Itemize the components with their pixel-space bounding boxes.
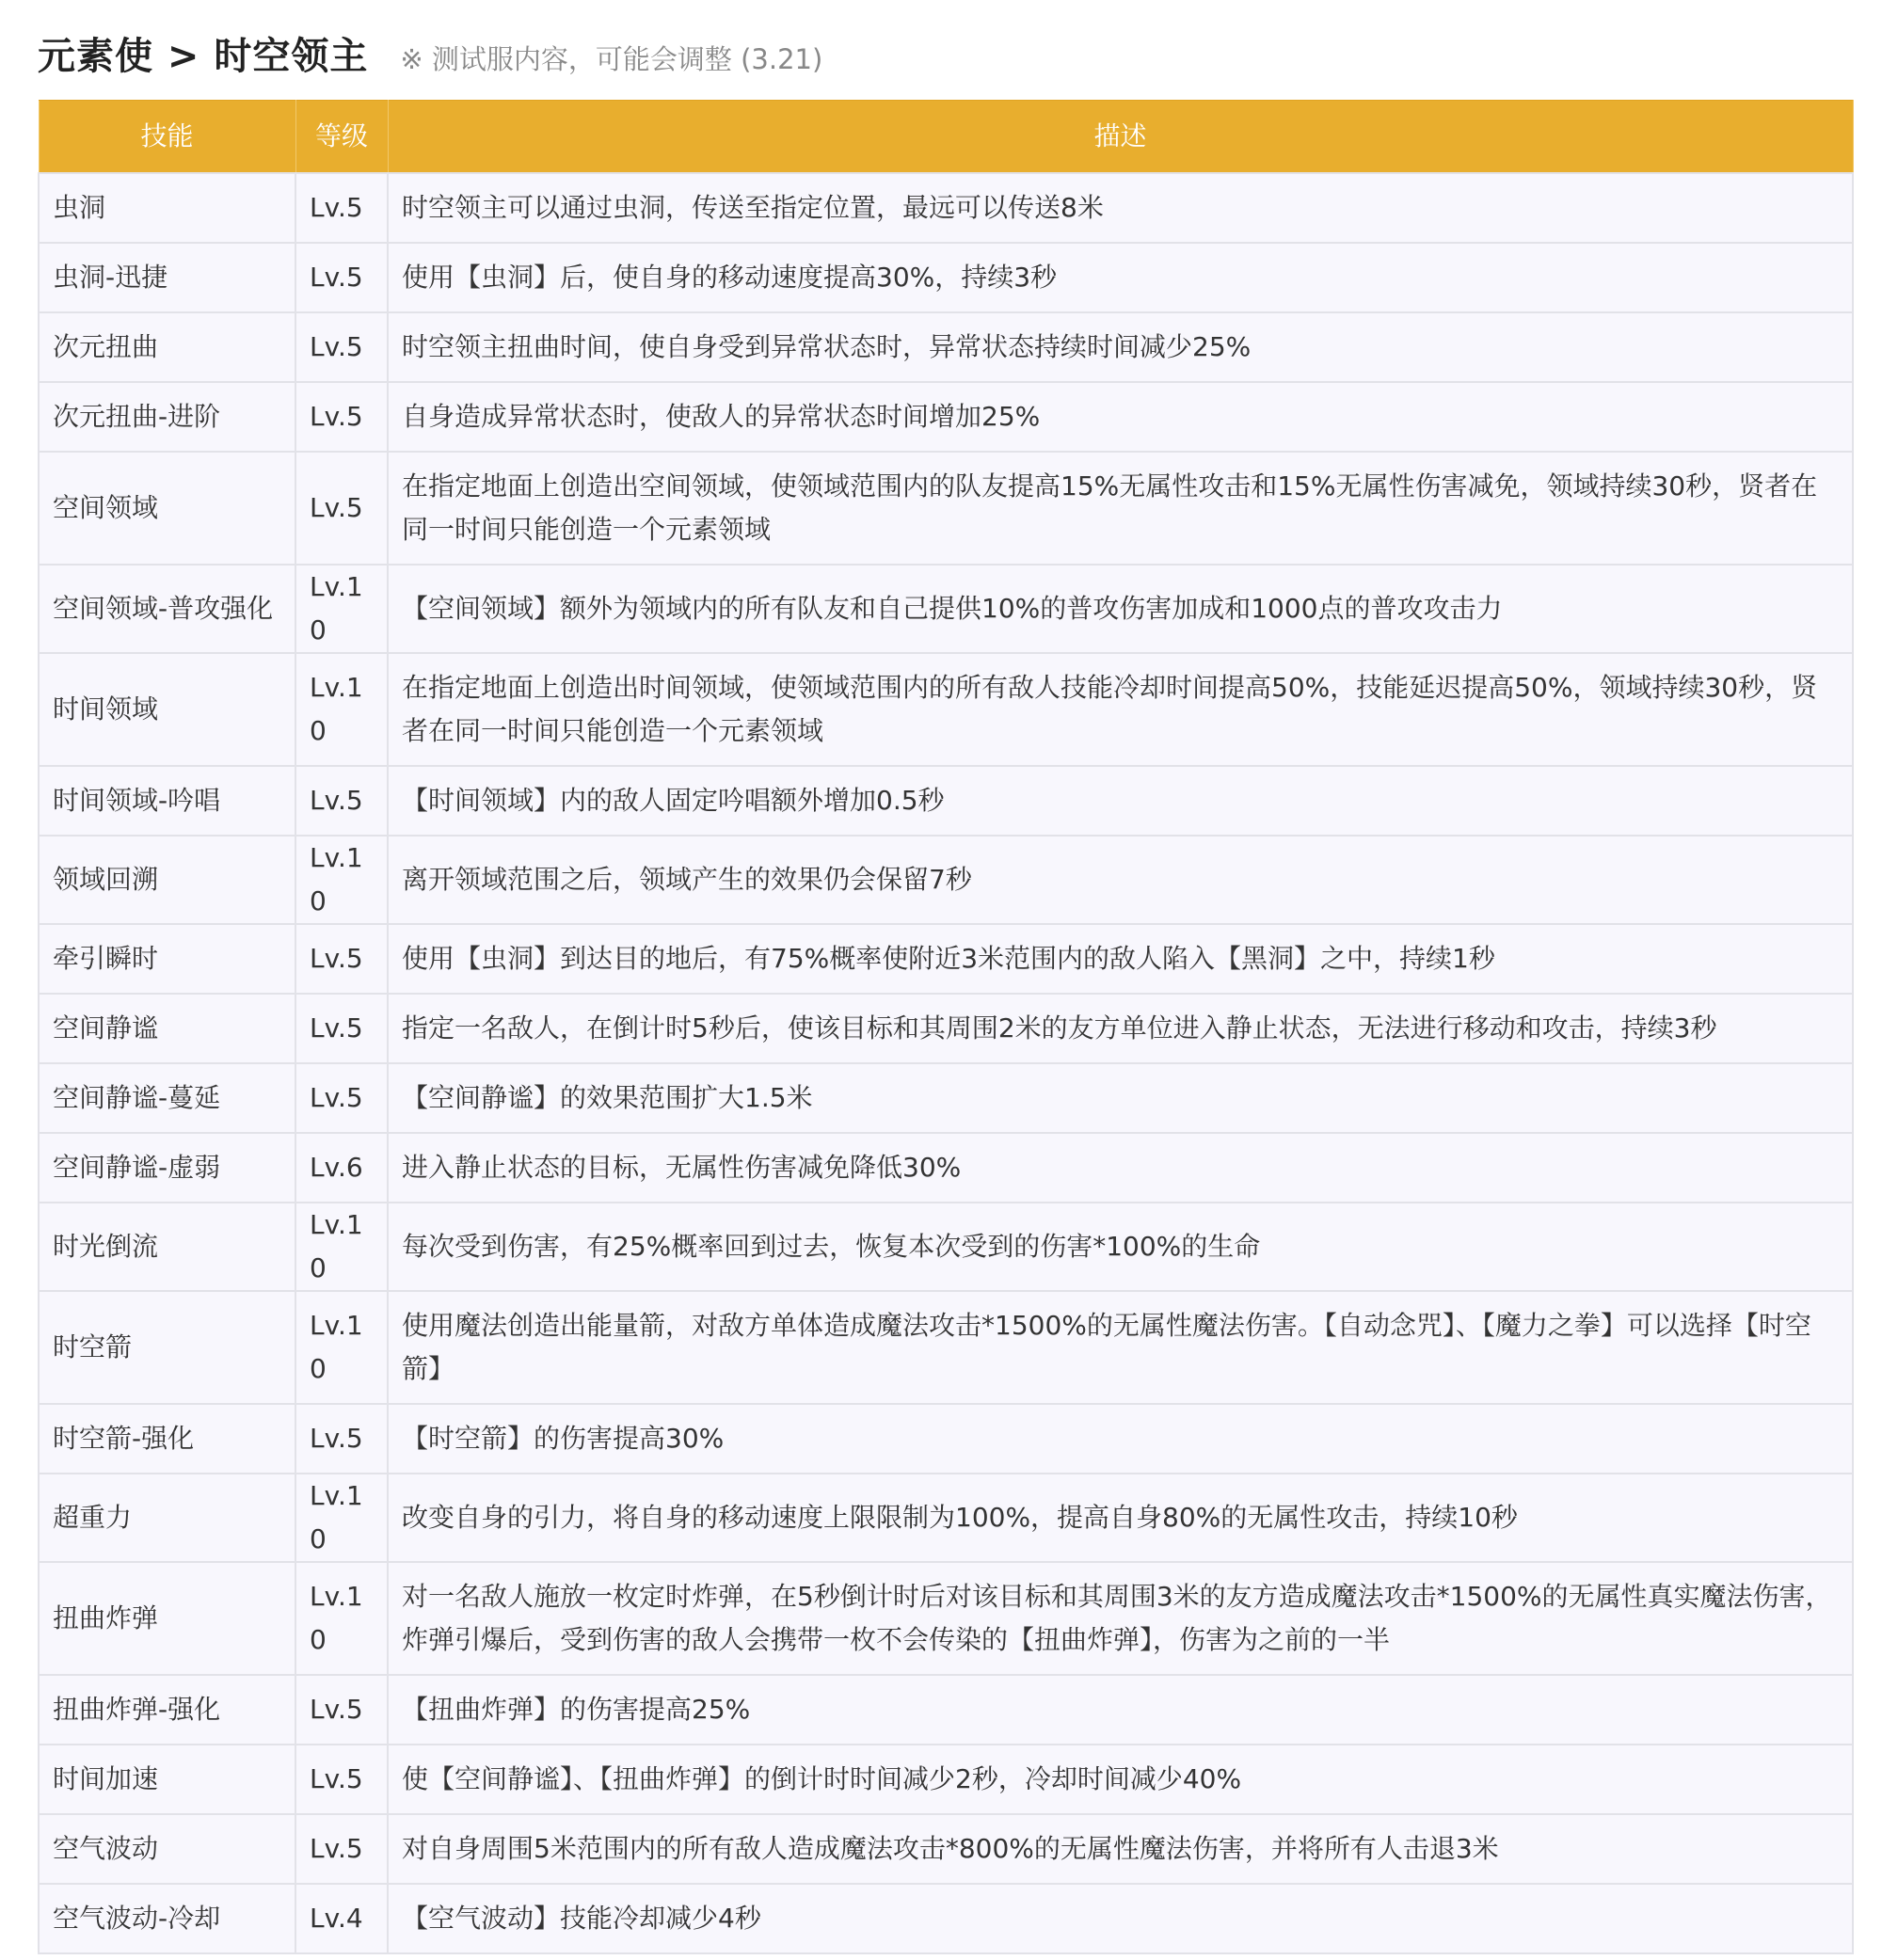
skill-name-cell: 领域回溯 <box>39 836 295 924</box>
skill-level-cell: Lv.5 <box>295 382 388 452</box>
skill-name-cell: 空间静谧-蔓延 <box>39 1063 295 1133</box>
table-row <box>39 1404 1853 1474</box>
skill-description-cell: 【时间领域】内的敌人固定吟唱额外增加0.5秒 <box>388 766 1853 836</box>
table-row <box>39 173 1853 243</box>
skill-level-cell: Lv.5 <box>295 1814 388 1884</box>
skill-name-cell: 虫洞-迅捷 <box>39 243 295 312</box>
skill-name-cell: 时间领域 <box>39 653 295 766</box>
skill-description-cell: 使【空间静谧】、【扭曲炸弹】的倒计时时间减少2秒，冷却时间减少40% <box>388 1745 1853 1814</box>
skill-name-cell: 时空箭-强化 <box>39 1404 295 1474</box>
skill-description-cell: 改变自身的引力，将自身的移动速度上限限制为100%，提高自身80%的无属性攻击，持续10秒 <box>388 1474 1853 1562</box>
skill-description-cell: 时空领主扭曲时间，使自身受到异常状态时，异常状态持续时间减少25% <box>388 312 1853 382</box>
skill-level-cell: Lv.10 <box>295 565 388 653</box>
skill-level-cell: Lv.10 <box>295 1203 388 1291</box>
skill-name-cell: 超重力 <box>39 1474 295 1562</box>
skill-description-cell: 在指定地面上创造出空间领域，使领域范围内的队友提高15%无属性攻击和15%无属性伤害减免，领域持续30秒，贤者在同一时间只能创造一个元素领域 <box>388 452 1853 565</box>
skill-level-cell: Lv.5 <box>295 1745 388 1814</box>
page-title: 元素使 > 时空领主 <box>38 35 369 78</box>
skill-name-cell: 次元扭曲-进阶 <box>39 382 295 452</box>
skill-level-cell: Lv.10 <box>295 653 388 766</box>
skill-description-cell: 【空间静谧】的效果范围扩大1.5米 <box>388 1063 1853 1133</box>
column-header-skill: 技能 <box>39 101 295 174</box>
skill-description-cell: 【时空箭】的伤害提高30% <box>388 1404 1853 1474</box>
page-header <box>38 26 822 87</box>
table-row <box>39 994 1853 1063</box>
skill-description-cell: 离开领域范围之后，领域产生的效果仍会保留7秒 <box>388 836 1853 924</box>
skill-level-cell: Lv.5 <box>295 766 388 836</box>
skill-level-cell: Lv.5 <box>295 1063 388 1133</box>
skill-level-cell: Lv.5 <box>295 1675 388 1745</box>
column-header-description: 描述 <box>388 101 1853 174</box>
page-note: ※ 测试服内容，可能会调整 (3.21) <box>400 43 823 75</box>
table-row <box>39 565 1853 653</box>
table-row <box>39 1884 1853 1953</box>
skill-description-cell: 使用魔法创造出能量箭，对敌方单体造成魔法攻击*1500%的无属性魔法伤害。【自动念咒】、【魔力之拳】可以选择【时空箭】 <box>388 1291 1853 1404</box>
skills-table <box>38 100 1854 1954</box>
table-row <box>39 243 1853 312</box>
skill-description-cell: 自身造成异常状态时，使敌人的异常状态时间增加25% <box>388 382 1853 452</box>
skill-description-cell: 对一名敌人施放一枚定时炸弹，在5秒倒计时后对该目标和其周围3米的友方造成魔法攻击*1500%的无属性真实魔法伤害，炸弹引爆后，受到伤害的敌人会携带一枚不会传染的【扭曲炸弹】，伤害为之前的一半 <box>388 1562 1853 1675</box>
skill-name-cell: 空气波动 <box>39 1814 295 1884</box>
skill-name-cell: 时光倒流 <box>39 1203 295 1291</box>
skill-level-cell: Lv.4 <box>295 1884 388 1953</box>
skill-name-cell: 牵引瞬时 <box>39 924 295 994</box>
table-row <box>39 836 1853 924</box>
skill-name-cell: 空间领域 <box>39 452 295 565</box>
skill-level-cell: Lv.5 <box>295 173 388 243</box>
skill-name-cell: 空间领域-普攻强化 <box>39 565 295 653</box>
table-row <box>39 382 1853 452</box>
table-row <box>39 1203 1853 1291</box>
table-header-row <box>39 101 1853 174</box>
table-row <box>39 1675 1853 1745</box>
skill-description-cell: 在指定地面上创造出时间领域，使领域范围内的所有敌人技能冷却时间提高50%，技能延迟提高50%，领域持续30秒，贤者在同一时间只能创造一个元素领域 <box>388 653 1853 766</box>
skill-description-cell: 时空领主可以通过虫洞，传送至指定位置，最远可以传送8米 <box>388 173 1853 243</box>
skill-level-cell: Lv.5 <box>295 994 388 1063</box>
table-row <box>39 1562 1853 1675</box>
table-row <box>39 452 1853 565</box>
skill-level-cell: Lv.5 <box>295 312 388 382</box>
table-row <box>39 1745 1853 1814</box>
table-row <box>39 924 1853 994</box>
skill-description-cell: 【空气波动】技能冷却减少4秒 <box>388 1884 1853 1953</box>
skill-level-cell: Lv.10 <box>295 836 388 924</box>
skill-name-cell: 时间领域-吟唱 <box>39 766 295 836</box>
skill-name-cell: 空间静谧 <box>39 994 295 1063</box>
skill-name-cell: 虫洞 <box>39 173 295 243</box>
table-row <box>39 1133 1853 1203</box>
skill-description-cell: 使用【虫洞】后，使自身的移动速度提高30%，持续3秒 <box>388 243 1853 312</box>
skill-description-cell: 指定一名敌人，在倒计时5秒后，使该目标和其周围2米的友方单位进入静止状态，无法进行移动和攻击，持续3秒 <box>388 994 1853 1063</box>
skill-name-cell: 扭曲炸弹-强化 <box>39 1675 295 1745</box>
skill-description-cell: 【空间领域】额外为领域内的所有队友和自己提供10%的普攻伤害加成和1000点的普攻攻击力 <box>388 565 1853 653</box>
skill-description-cell: 对自身周围5米范围内的所有敌人造成魔法攻击*800%的无属性魔法伤害，并将所有人击退3米 <box>388 1814 1853 1884</box>
skill-level-cell: Lv.6 <box>295 1133 388 1203</box>
skill-level-cell: Lv.10 <box>295 1474 388 1562</box>
table-row <box>39 653 1853 766</box>
skill-name-cell: 空间静谧-虚弱 <box>39 1133 295 1203</box>
skill-level-cell: Lv.5 <box>295 924 388 994</box>
skill-level-cell: Lv.10 <box>295 1562 388 1675</box>
table-row <box>39 766 1853 836</box>
skill-name-cell: 时空箭 <box>39 1291 295 1404</box>
skill-description-cell: 【扭曲炸弹】的伤害提高25% <box>388 1675 1853 1745</box>
skill-description-cell: 使用【虫洞】到达目的地后，有75%概率使附近3米范围内的敌人陷入【黑洞】之中，持续1秒 <box>388 924 1853 994</box>
column-header-level: 等级 <box>295 101 388 174</box>
table-row <box>39 312 1853 382</box>
skill-name-cell: 扭曲炸弹 <box>39 1562 295 1675</box>
skill-level-cell: Lv.5 <box>295 452 388 565</box>
skill-level-cell: Lv.10 <box>295 1291 388 1404</box>
skill-name-cell: 次元扭曲 <box>39 312 295 382</box>
table-row <box>39 1474 1853 1562</box>
table-row <box>39 1063 1853 1133</box>
table-row <box>39 1814 1853 1884</box>
skill-name-cell: 时间加速 <box>39 1745 295 1814</box>
skill-description-cell: 每次受到伤害，有25%概率回到过去，恢复本次受到的伤害*100%的生命 <box>388 1203 1853 1291</box>
skill-level-cell: Lv.5 <box>295 1404 388 1474</box>
skill-name-cell: 空气波动-冷却 <box>39 1884 295 1953</box>
skill-description-cell: 进入静止状态的目标，无属性伤害减免降低30% <box>388 1133 1853 1203</box>
table-row <box>39 1291 1853 1404</box>
skill-level-cell: Lv.5 <box>295 243 388 312</box>
